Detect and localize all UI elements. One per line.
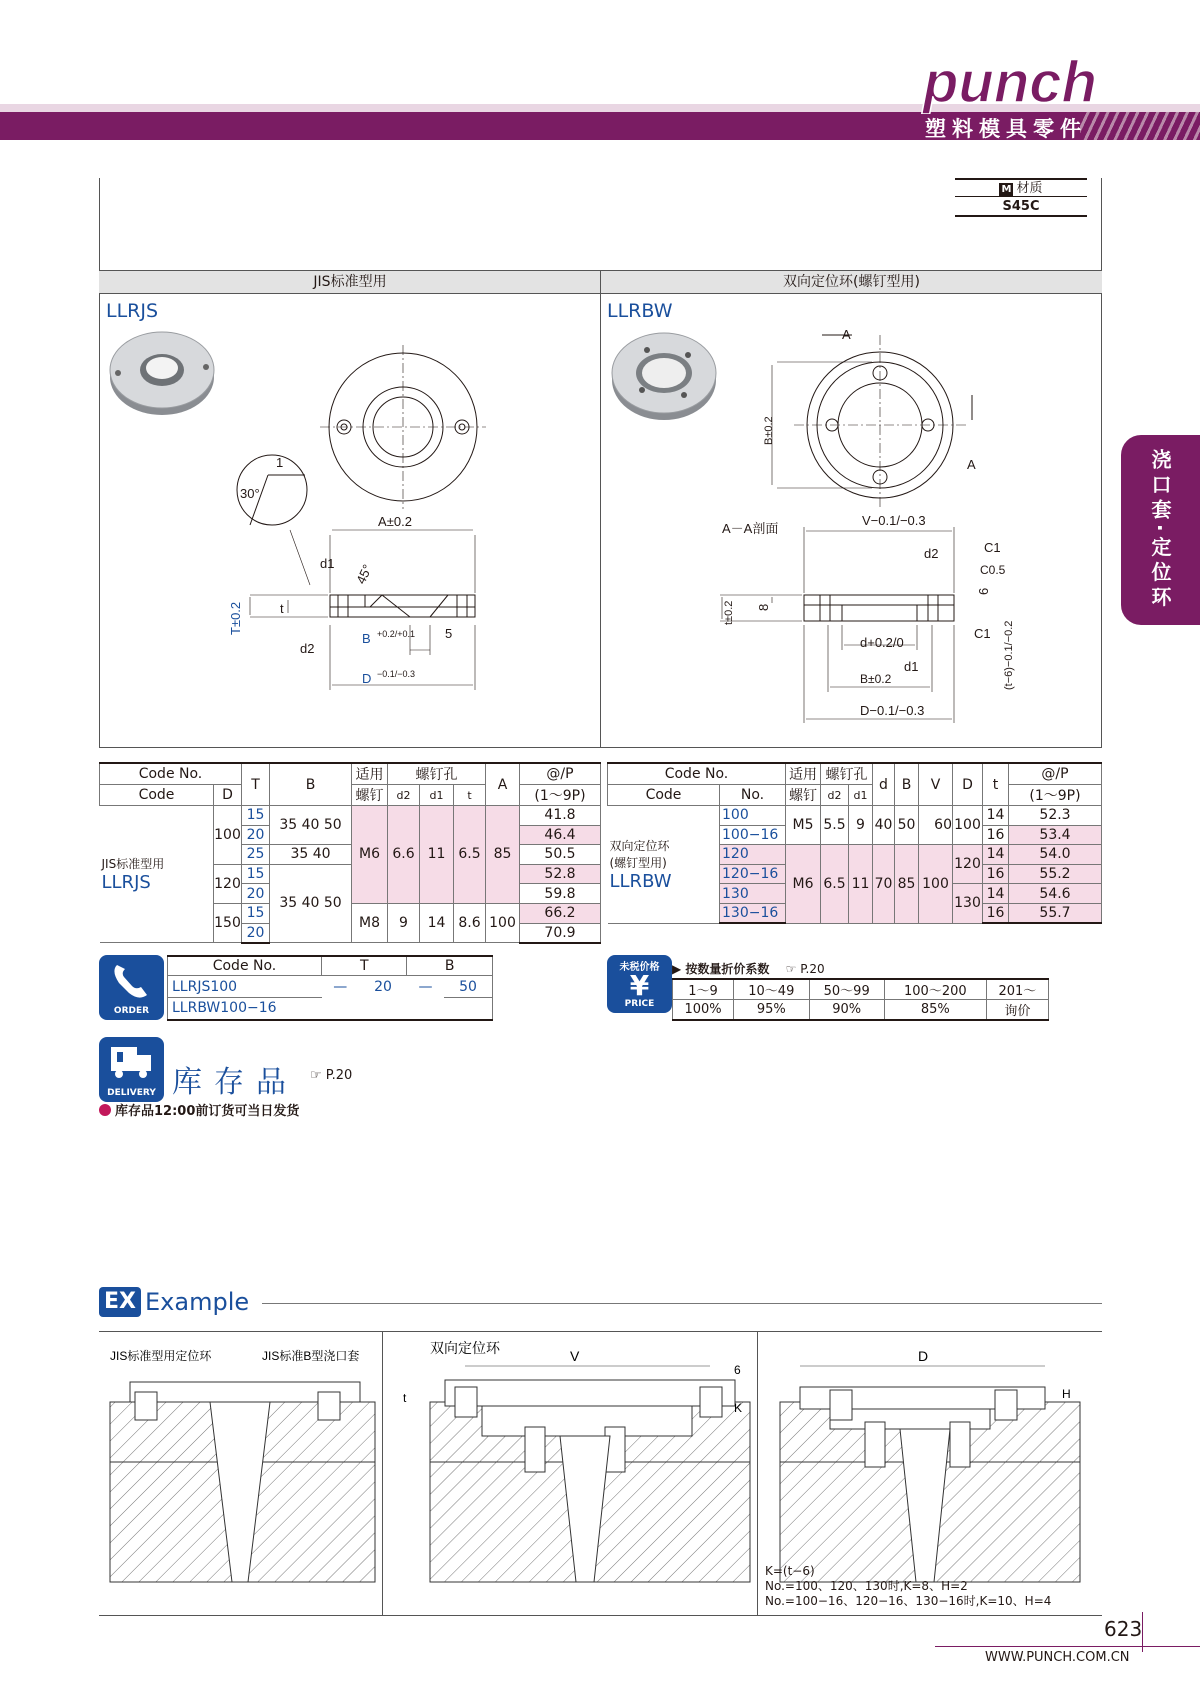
dim-b: B: [362, 631, 371, 646]
example-panel-2: [403, 1340, 750, 1582]
model-llrjs: LLRJS: [106, 300, 159, 322]
svg-text:6: 6: [734, 1363, 741, 1377]
section-title-right: 双向定位环(螺钉型用): [601, 270, 1102, 294]
stock-title: 库存品: [172, 1065, 298, 1100]
dim-t: T±0.2: [228, 601, 243, 635]
top-view-llrbw: [772, 335, 972, 510]
label-t-minus: (t−6)−0.1/−0.2: [1003, 620, 1015, 690]
label-30: 30°: [240, 486, 260, 501]
th-a: A: [486, 763, 520, 806]
th-d2: d2: [388, 785, 420, 806]
label-a-top: A: [842, 327, 851, 342]
th-screw-bottom-right: 螺钉: [786, 785, 821, 806]
svg-text:JIS标准型用定位环: JIS标准型用定位环: [110, 1349, 212, 1363]
label-1: 1: [276, 455, 284, 470]
th-dd-right: D: [953, 763, 983, 806]
th-d: D: [214, 785, 242, 806]
svg-text:双向定位环: 双向定位环: [430, 1340, 500, 1356]
page-number: 623: [1104, 1617, 1143, 1641]
label-t: t: [280, 601, 284, 616]
punch-logo: [895, 52, 1125, 114]
brand-text: punch: [923, 52, 1097, 114]
label-d1: d1: [320, 556, 335, 571]
th-b-right: B: [895, 763, 919, 806]
dim-b-section: B±0.2: [860, 672, 892, 686]
th-screw-top: 适用: [352, 763, 388, 785]
example-notes: K=(t−6) No.=100、120、130时,K=8、H=2 No.=100−16、120−16、130−16时,K=10、H=4: [765, 1564, 1052, 1608]
label-t02: t±0.2: [723, 600, 735, 625]
th-t: T: [242, 763, 270, 806]
section-divider: [600, 270, 601, 748]
dim-d-big: D−0.1/−0.3: [860, 703, 925, 718]
footer-url[interactable]: WWW.PUNCH.COM.CN: [985, 1650, 1130, 1665]
svg-text:D: D: [918, 1348, 929, 1364]
dim-v: V−0.1/−0.3: [862, 513, 926, 528]
label-d2: d2: [300, 641, 315, 656]
label-a-side: A: [967, 457, 976, 472]
delivery-icon: DELIVERY: [99, 1037, 164, 1102]
price-title: ▶ 按数量折价系数 ☞ P.20: [672, 962, 825, 976]
dim-a: A±0.2: [378, 514, 412, 529]
th-code-no: Code No.: [100, 763, 242, 785]
price-table: 1～9 10～49 50～99 100～200 201～ 100% 95% 90% 85% 询价: [672, 978, 1049, 1021]
example-panel-1: [110, 1348, 375, 1582]
label-d1-right: d1: [904, 659, 919, 674]
th-price-top-right: @/P: [1009, 763, 1102, 785]
side-tab[interactable]: 浇口套·定位环: [1121, 435, 1200, 625]
example-rule: [262, 1303, 1102, 1304]
th-d-right: d: [873, 763, 895, 806]
label-5: 5: [445, 626, 453, 641]
th-t-small: t: [454, 785, 486, 806]
th-code-right: Code: [608, 785, 720, 806]
product-photo-llrbw: [612, 333, 716, 420]
table-label-llrbw: 双向定位环 (螺钉型用) LLRBW: [608, 806, 720, 924]
th-price-bottom: (1～9P): [520, 785, 601, 806]
svg-text:JIS标准B型浇口套: JIS标准B型浇口套: [262, 1349, 360, 1363]
stock-ref[interactable]: ☞ P.20: [310, 1068, 353, 1083]
th-price-bottom-right: (1～9P): [1009, 785, 1102, 806]
dim-b-tol: +0.2/+0.1: [377, 629, 416, 639]
material-icon: M: [999, 183, 1013, 197]
material-label: 材质: [1016, 181, 1043, 196]
th-screw-top-right: 适用: [786, 763, 821, 785]
svg-text:V: V: [570, 1348, 580, 1364]
label-c1-top: C1: [984, 540, 1001, 555]
svg-text:H: H: [1062, 1387, 1071, 1401]
model-llrbw: LLRBW: [607, 300, 673, 322]
label-8: 8: [756, 603, 771, 611]
material-value: S45C: [955, 197, 1087, 217]
drawing-llrjs: [100, 295, 600, 745]
label-d2-right: d2: [924, 546, 939, 561]
dim-d: D: [362, 671, 372, 686]
drawing-llrbw: [602, 295, 1100, 745]
section-label: A－A剖面: [722, 521, 779, 536]
table-label-llrjs: JIS标准型用 LLRJS: [100, 806, 214, 943]
example-frame-bottom: [99, 1615, 1102, 1616]
th-code-no-right: Code No.: [608, 763, 786, 785]
header-stripes: [1080, 112, 1200, 140]
th-price-top: @/P: [520, 763, 601, 785]
label-45: 45°: [353, 562, 376, 587]
dim-b-top: B±0.2: [763, 416, 775, 445]
th-code: Code: [100, 785, 214, 806]
th-hole-right: 螺钉孔: [821, 763, 873, 785]
section-title-left: JIS标准型用: [99, 270, 601, 294]
brand-subtitle: 塑料模具零件: [925, 117, 1087, 141]
svg-text:K: K: [734, 1401, 743, 1415]
th-d1-right: d1: [849, 785, 873, 806]
th-t-right: t: [983, 763, 1009, 806]
th-screw-bottom: 螺钉: [352, 785, 388, 806]
dim-d-tol: −0.1/−0.3: [377, 669, 416, 679]
label-c05: C0.5: [980, 563, 1006, 577]
order-icon: ORDER: [99, 955, 164, 1020]
label-c1-bottom: C1: [974, 626, 991, 641]
th-d1: d1: [420, 785, 454, 806]
spec-table-llrjs: Code No. T B 适用 螺钉孔 A @/P Code D 螺钉 d2 d1 t (1～9P) JIS标准型用 LLRJS 100 15 35 40 50 M6 6.6 11 6.5 85 41.8 20 46.4 25 35 40 50.5 120 15 35 40 50 52.8 20 59.8 150 15 M8 9 14 8.6 100 66.2 20 70.9: [99, 762, 601, 944]
label-6: 6: [976, 587, 991, 595]
th-b: B: [270, 763, 352, 806]
spec-table-llrbw: Code No. 适用 螺钉孔 d B V D t @/P Code No. 螺钉 d2 d1 (1～9P) 双向定位环 (螺钉型用) LLRBW 100 M5 5.5 9 40 50 60 100 14 52.3 100−16 16 53.4 120 M6 6.5 11 70 85 100 120 14 54.0 120−16 16 55.2 130 130 14 54.6 130−16 16 55.7: [607, 762, 1102, 924]
section-view-llrbw: [720, 527, 954, 723]
th-no-right: No.: [720, 785, 786, 806]
price-icon: 未税价格 ¥ PRICE: [607, 955, 672, 1013]
th-d2-right: d2: [821, 785, 849, 806]
th-v-right: V: [919, 763, 953, 806]
svg-text:t: t: [403, 1391, 407, 1405]
page-header: [0, 0, 1200, 145]
example-panel-3: [780, 1348, 1080, 1582]
dim-d-small: d+0.2/0: [860, 635, 904, 650]
top-view-llrjs: [320, 345, 486, 509]
product-photo-llrjs: [110, 332, 214, 415]
th-hole: 螺钉孔: [388, 763, 486, 785]
stock-note: 库存品12:00前订货可当日发货: [99, 1100, 299, 1119]
footer-rule: [935, 1646, 1200, 1647]
order-table: Code No. T B LLRJS100 — 20 — 50 LLRBW100−16: [167, 955, 493, 1021]
